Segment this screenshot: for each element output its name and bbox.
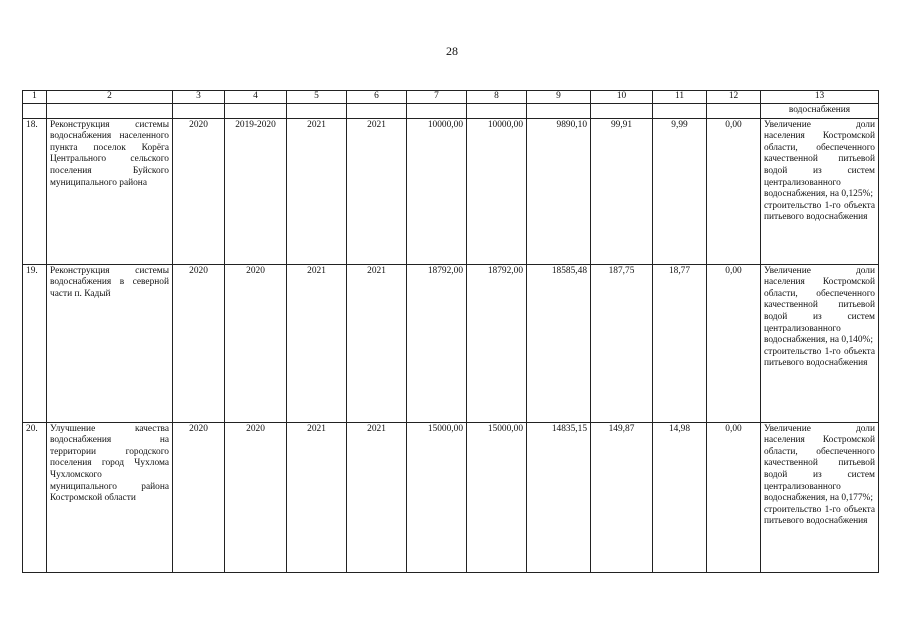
cell-col10: 149,87 [591,422,653,572]
cell-col8: 15000,00 [467,422,527,572]
cell-col11: 18,77 [653,264,707,422]
cell-col6: 2021 [347,264,407,422]
header-cell: 10 [591,91,653,104]
expected-result: Увеличение доли населения Костромской области, обеспеченного качественной питьевой водой из систем централизованного водоснабжения, на 0,125%; строительство 1-го объекта питьевого водоснабжения [761,118,879,264]
cell-col8: 10000,00 [467,118,527,264]
cell-col7: 18792,00 [407,264,467,422]
cell-col12: 0,00 [707,264,761,422]
header-cell: 1 [23,91,47,104]
cell-col10: 99,91 [591,118,653,264]
program-table [22,90,879,573]
cell-col3: 2020 [173,422,225,572]
cell-col9: 9890,10 [527,118,591,264]
header-cell: 11 [653,91,707,104]
empty-cell [23,103,47,118]
empty-cell [527,103,591,118]
cell-col5: 2021 [287,422,347,572]
empty-cell [287,103,347,118]
page-number: 28 [446,44,458,58]
cell-col12: 0,00 [707,422,761,572]
cell-col12: 0,00 [707,118,761,264]
column-number-header-row [23,91,879,104]
empty-cell [407,103,467,118]
continuation-row [23,103,879,118]
empty-cell [173,103,225,118]
expected-result: Увеличение доли населения Костромской области, обеспеченного качественной питьевой водой из систем централизованного водоснабжения, на 0,177%; строительство 1-го объекта питьевого водоснабжения [761,422,879,572]
empty-cell [467,103,527,118]
cell-col11: 9,99 [653,118,707,264]
row-number: 20. [23,422,47,572]
cell-col11: 14,98 [653,422,707,572]
row-number: 18. [23,118,47,264]
header-cell: 8 [467,91,527,104]
table-row [23,264,879,422]
cell-col6: 2021 [347,118,407,264]
cell-col5: 2021 [287,118,347,264]
header-cell: 7 [407,91,467,104]
header-cell: 5 [287,91,347,104]
empty-cell [47,103,173,118]
header-cell: 4 [225,91,287,104]
cell-col4: 2020 [225,422,287,572]
empty-cell [347,103,407,118]
cell-col4: 2020 [225,264,287,422]
continuation-result-text: водоснабжения [761,103,879,118]
cell-col7: 15000,00 [407,422,467,572]
table-row [23,422,879,572]
cell-col8: 18792,00 [467,264,527,422]
expected-result: Увеличение доли населения Костромской области, обеспеченного качественной питьевой водой из систем централизованного водоснабжения, на 0,140%; строительство 1-го объекта питьевого водоснабжения [761,264,879,422]
empty-cell [225,103,287,118]
header-cell: 6 [347,91,407,104]
empty-cell [707,103,761,118]
cell-col7: 10000,00 [407,118,467,264]
cell-col10: 187,75 [591,264,653,422]
row-number: 19. [23,264,47,422]
cell-col3: 2020 [173,118,225,264]
project-name: Улучшение качества водоснабжения на территории городского поселения город Чухлома Чухломского муниципального района Костромской области [47,422,173,572]
header-cell: 12 [707,91,761,104]
empty-cell [591,103,653,118]
header-cell: 2 [47,91,173,104]
cell-col3: 2020 [173,264,225,422]
cell-col6: 2021 [347,422,407,572]
table-row [23,118,879,264]
header-cell: 9 [527,91,591,104]
project-name: Реконструкция системы водоснабжения населенного пункта поселок Корёга Центрального сельского поселения Буйского муниципального района [47,118,173,264]
project-name: Реконструкция системы водоснабжения в северной части п. Кадый [47,264,173,422]
header-cell: 3 [173,91,225,104]
cell-col4: 2019-2020 [225,118,287,264]
empty-cell [653,103,707,118]
cell-col5: 2021 [287,264,347,422]
cell-col9: 18585,48 [527,264,591,422]
header-cell: 13 [761,91,879,104]
cell-col9: 14835,15 [527,422,591,572]
